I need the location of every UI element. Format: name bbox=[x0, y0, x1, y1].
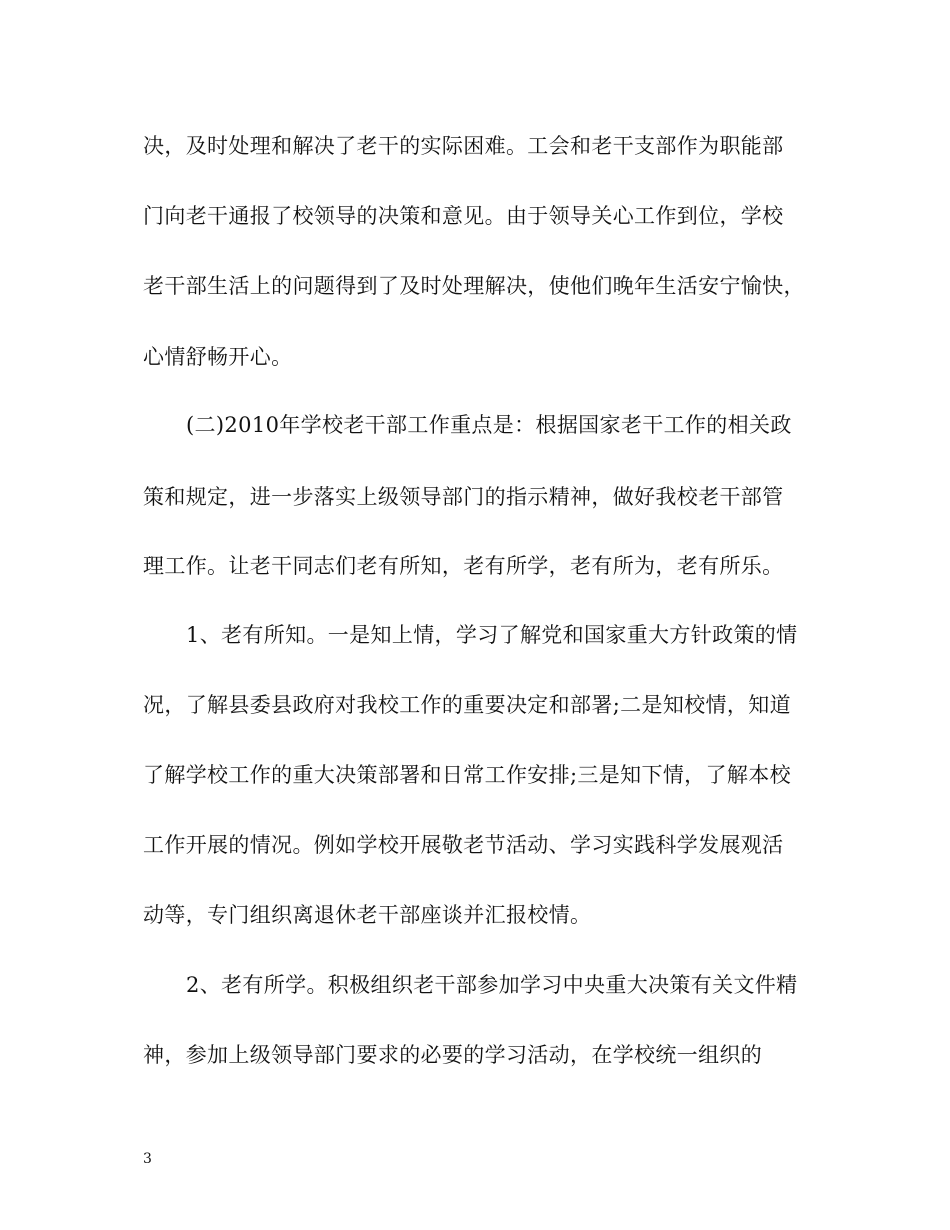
paragraph-first-line: 1、老有所知。一是知上情，学习了解党和国家重大方针政策的情 bbox=[186, 623, 798, 647]
body-text-line: 老干部生活上的问题得到了及时处理解决，使他们晚年生活安宁愉快， bbox=[143, 274, 805, 298]
paragraph-first-line: 2、老有所学。积极组织老干部参加学习中央重大决策有关文件精 bbox=[186, 973, 798, 997]
body-text-line: 理工作。让老干同志们老有所知，老有所学，老有所为，老有所乐。 bbox=[143, 554, 784, 578]
page-number: 3 bbox=[143, 1151, 152, 1167]
body-text-line: 决，及时处理和解决了老干的实际困难。工会和老干支部作为职能部 bbox=[143, 134, 784, 158]
body-text-line: 工作开展的情况。例如学校开展敬老节活动、学习实践科学发展观活 bbox=[143, 833, 784, 857]
body-text-line: 了解学校工作的重大决策部署和日常工作安排;三是知下情，了解本校 bbox=[143, 763, 791, 787]
body-text-line: 门向老干通报了校领导的决策和意见。由于领导关心工作到位，学校 bbox=[143, 204, 784, 228]
body-text-line: 动等，专门组织离退休老干部座谈并汇报校情。 bbox=[143, 903, 592, 927]
paragraph-first-line: (二)2010年学校老干部工作重点是：根据国家老干工作的相关政 bbox=[186, 413, 792, 437]
body-text-line: 况，了解县委县政府对我校工作的重要决定和部署;二是知校情，知道 bbox=[143, 693, 791, 717]
body-text-line: 心情舒畅开心。 bbox=[143, 345, 293, 369]
body-text-line: 神，参加上级领导部门要求的必要的学习活动，在学校统一组织的 bbox=[143, 1043, 763, 1067]
body-text-line: 策和规定，进一步落实上级领导部门的指示精神，做好我校老干部管 bbox=[143, 485, 784, 509]
